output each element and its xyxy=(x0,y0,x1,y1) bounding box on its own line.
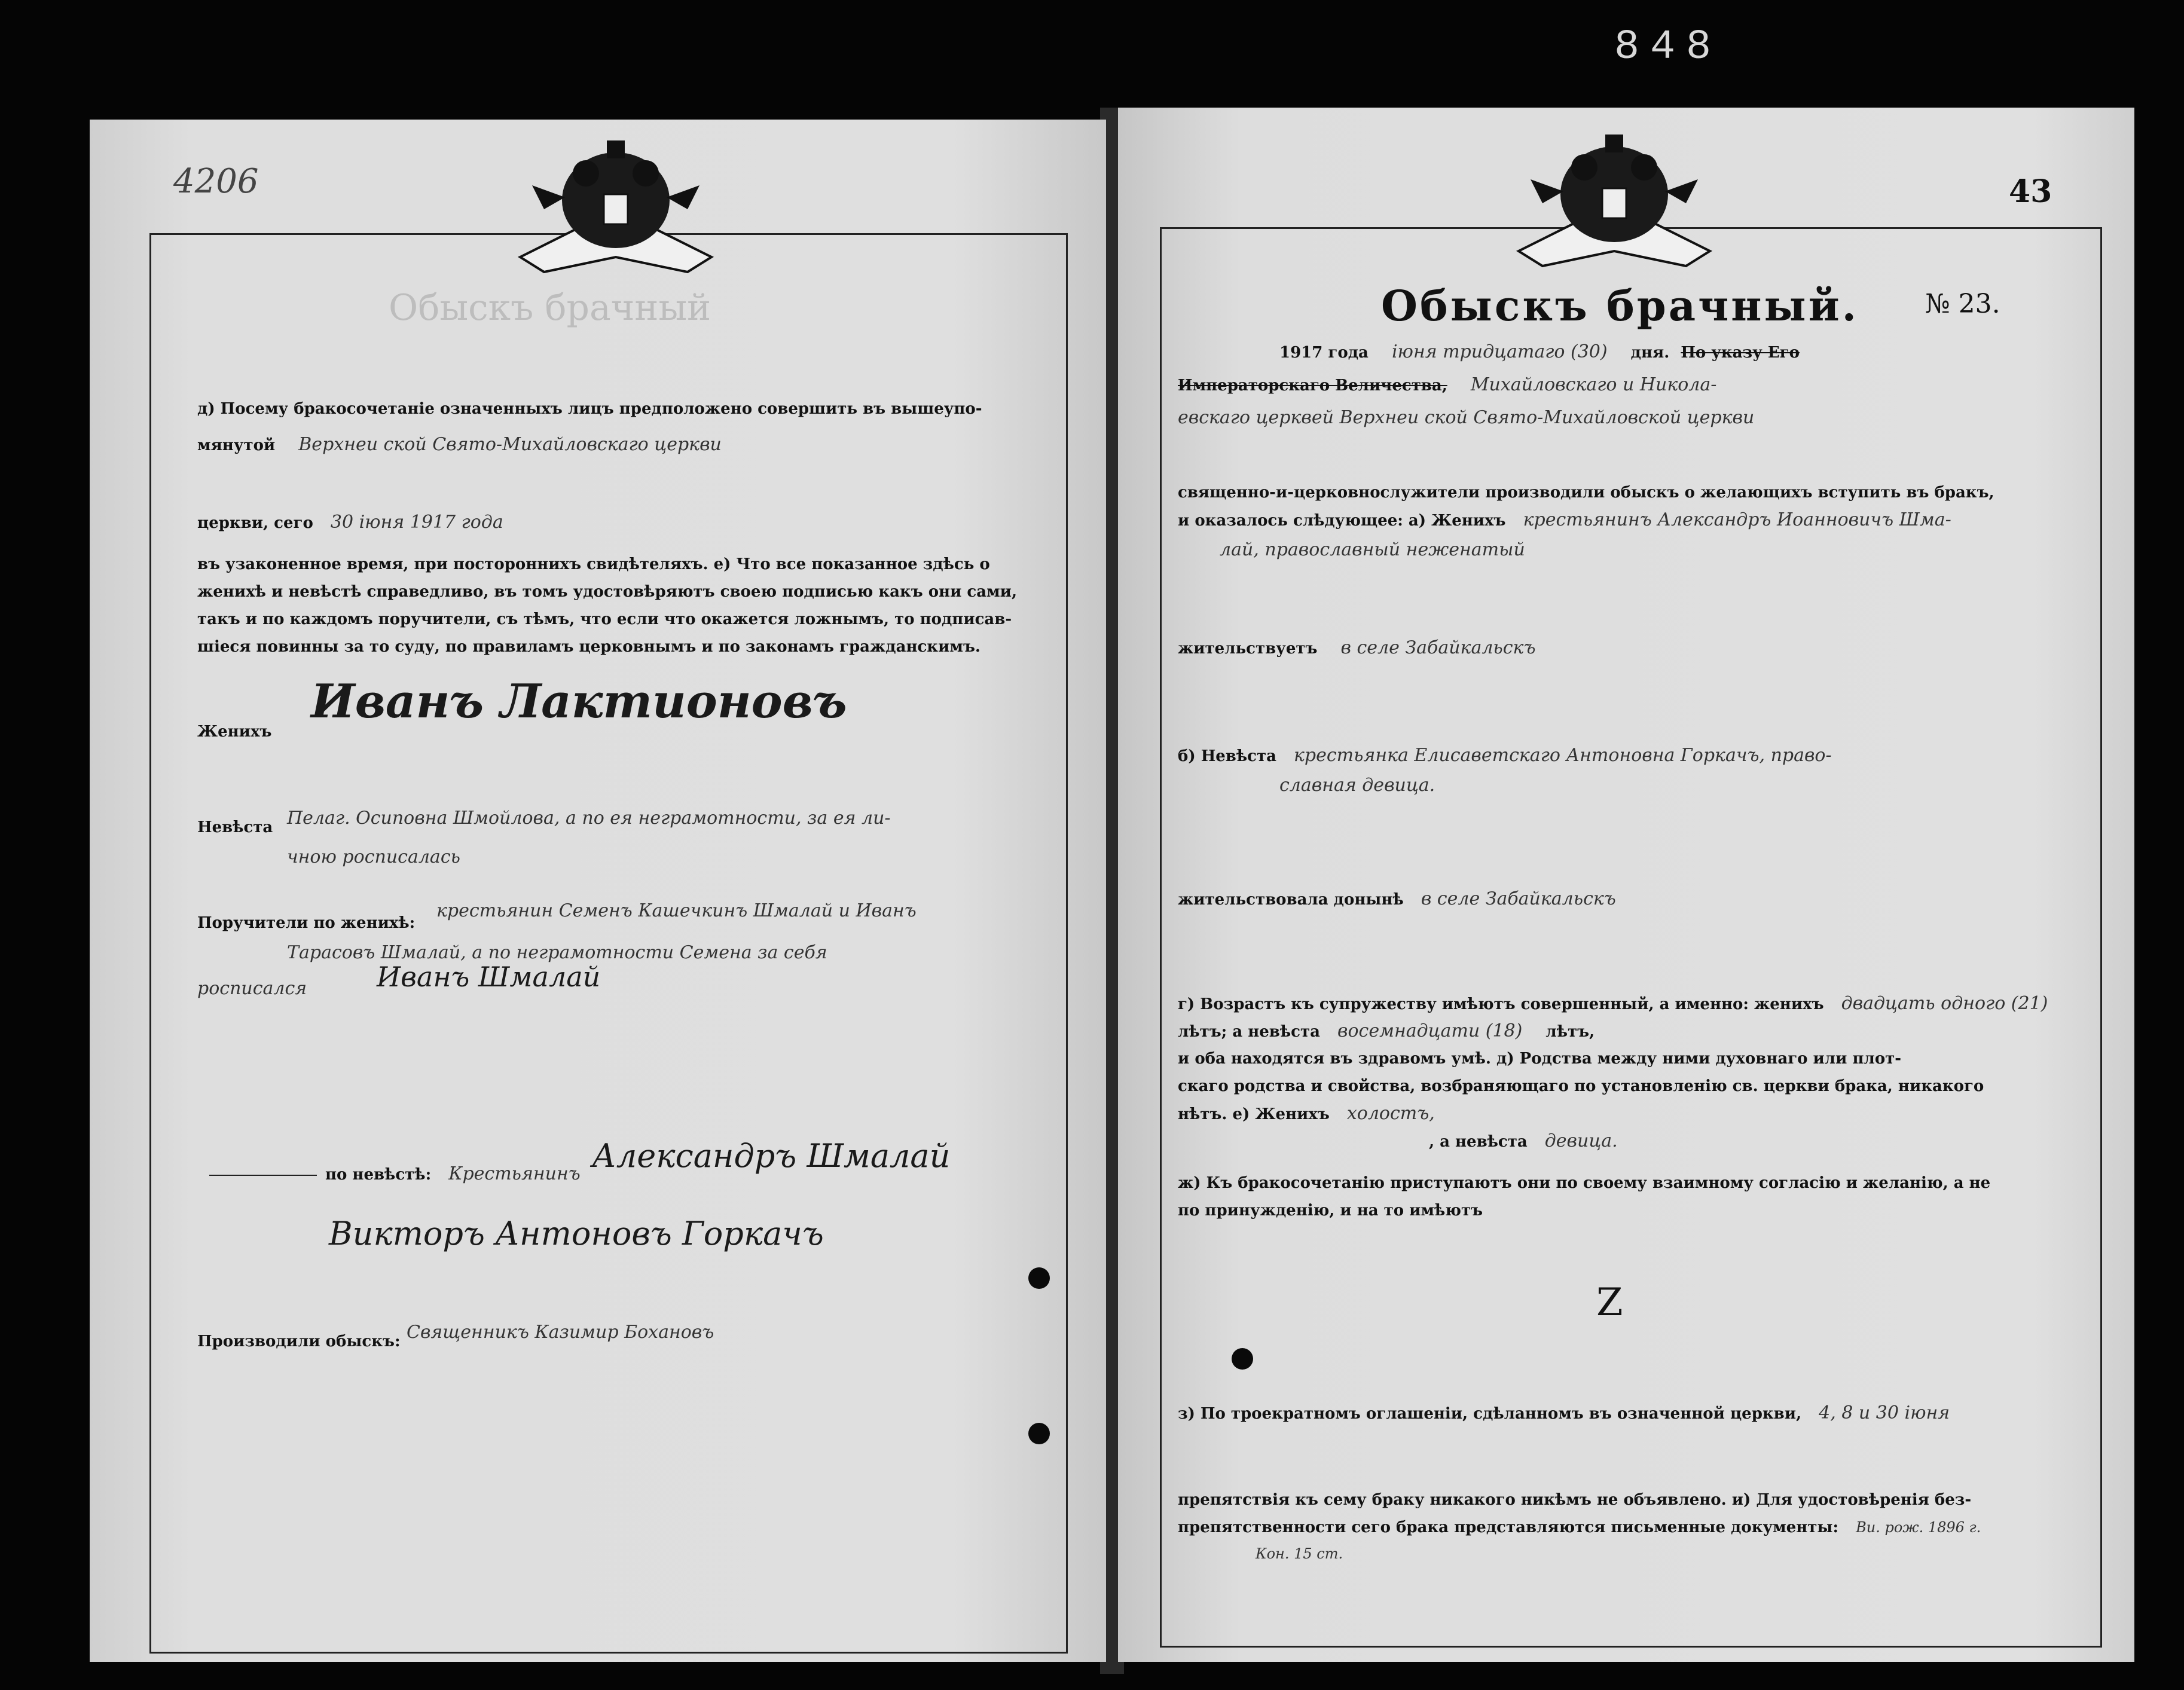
bride-status-label: , а невѣста xyxy=(1429,1133,1528,1151)
guarantors-groom-handwriting-3: росписался xyxy=(197,978,307,999)
guarantors-bride-label: по невѣстѣ: xyxy=(325,1166,432,1184)
banns-text-1: з) По троекратномъ оглашенiи, сдѣланномъ въ означенной церкви, xyxy=(1178,1405,1802,1423)
banns-handwriting: 4, 8 и 30 iюня xyxy=(1819,1402,1950,1423)
intro-line-1 xyxy=(1279,338,1800,367)
struck-text: По указу Его xyxy=(1681,344,1800,362)
document-title: Обыскъ брачный. xyxy=(1381,281,1859,331)
age-line-2 xyxy=(1178,1017,1595,1046)
paragraph-d-line-4: въ узаконенное время, при постороннихъ свидѣтеляхъ. е) Что все показанное здѣсь о xyxy=(197,555,990,573)
performed-handwriting: Священникъ Казимир Бохановъ xyxy=(407,1322,714,1343)
groom-handwriting-1: крестьянинъ Александръ Иоанновичъ Шма- xyxy=(1523,509,1951,530)
groom-status-handwriting: холостъ, xyxy=(1346,1103,1435,1124)
guarantor-signature-ivan: Иванъ Шмалай xyxy=(377,961,601,993)
guarantors-groom-handwriting-1: крестьянин Семенъ Кашечкинъ Шмалай и Иванъ xyxy=(436,900,917,921)
residence-bride-handwriting: в селе Забайкальскъ xyxy=(1421,888,1616,909)
age-text-1: г) Возрастъ къ супружеству имѣютъ совершенный, а именно: женихъ xyxy=(1178,995,1824,1013)
bride-handwriting-2: славная девица. xyxy=(1279,775,1435,796)
struck-text: Императорскаго Величества, xyxy=(1178,377,1447,395)
documents-handwriting-2: Кон. 15 ст. xyxy=(1256,1545,1343,1562)
residence-bride xyxy=(1178,885,1616,914)
banns-text-3: препятственности сего брака представляются письменные документы: xyxy=(1178,1518,1839,1536)
age-text-2: лѣтъ; а невѣста xyxy=(1178,1023,1320,1041)
guarantors-bride-row xyxy=(209,1160,581,1189)
residence-bride-label: жительствовала донынѣ xyxy=(1178,891,1404,909)
bride-handwriting-1: Пелаг. Осиповна Шмойлова, а по ея неграмотности, за ея ли- xyxy=(287,808,891,829)
text-church-this: церкви, сего xyxy=(197,514,313,532)
groom-status-label: нѣтъ. е) Женихъ xyxy=(1178,1105,1330,1123)
documents-handwriting-1: Ви. рож. 1896 г. xyxy=(1856,1519,1981,1536)
bride-row xyxy=(1178,741,1832,771)
bride-status-handwriting: девица. xyxy=(1544,1130,1618,1151)
age-bride-handwriting: восемнадцати (18) xyxy=(1337,1020,1523,1041)
right-page-border xyxy=(1160,227,2102,1648)
groom-signature: Иванъ Лактионовъ xyxy=(311,674,847,729)
age-line-5: скаго родства и свойства, возбраняющаго по установленiю св. церкви брака, никакого xyxy=(1178,1077,1984,1095)
groom-handwriting-2: лай, православный неженатый xyxy=(1220,539,1525,560)
ink-spot xyxy=(1232,1348,1253,1370)
para-1: священно-и-церковнослужители производили обыскъ о желающихъ вступить въ бракъ, xyxy=(1178,484,1994,502)
paragraph-d-line-5: женихѣ и невѣстѣ справедливо, въ томъ удостовѣряютъ своею подписью какъ они сами, xyxy=(197,583,1018,601)
residence-groom-label: жительствуетъ xyxy=(1178,640,1318,658)
banns-line-1 xyxy=(1178,1399,1950,1428)
page-number: 43 xyxy=(2009,173,2052,210)
consent-line-2: по принужденiю, и на то имѣютъ xyxy=(1178,1202,1483,1220)
banns-line-2: препятствiя къ сему браку никакого никѣмъ не объявлено. и) Для удостовѣренiя без- xyxy=(1178,1491,1972,1509)
guarantor-signature-viktor: Викторъ Антоновъ Горкачъ xyxy=(329,1215,824,1252)
guarantors-groom-handwriting-2: Тарасовъ Шмалай, а по неграмотности Семена за себя xyxy=(287,942,827,963)
residence-groom-handwriting: в селе Забайкальскъ xyxy=(1340,637,1536,658)
age-groom-handwriting: двадцать одного (21) xyxy=(1841,993,2048,1014)
guarantors-bride-handwriting: Крестьянинъ xyxy=(448,1163,581,1184)
paragraph-d-line-6: такъ и по каждомъ поручители, съ тѣмъ, что если что окажется ложнымъ, то подписав- xyxy=(197,610,1012,628)
double-headed-eagle-emblem xyxy=(1507,132,1722,275)
left-page xyxy=(90,120,1106,1662)
date-handwriting: 30 iюня 1917 года xyxy=(330,512,503,533)
day-text: дня. xyxy=(1630,344,1670,362)
consent-line-1: ж) Къ бракосочетанiю приступаютъ они по своему взаимному согласiю и желанiю, а не xyxy=(1178,1174,1991,1192)
bleed-through-text: Обыскъ брачный xyxy=(389,287,711,329)
page-mark: 4206 xyxy=(173,162,259,201)
intro-handwriting-2: Михайловскаго и Никола- xyxy=(1470,374,1717,395)
residence-groom xyxy=(1178,634,1535,663)
blank-line xyxy=(209,1175,317,1176)
bride-label: б) Невѣста xyxy=(1178,747,1276,765)
intro-line-2 xyxy=(1178,371,1716,400)
ink-spot xyxy=(1028,1267,1050,1289)
bride-handwriting-2: чною росписалась xyxy=(287,846,460,867)
groom-intro-text: и оказалось слѣдующее: а) Женихъ xyxy=(1178,512,1506,530)
guarantors-groom-label: Поручители по женихѣ: xyxy=(197,914,416,932)
record-number: № 23. xyxy=(1925,289,2000,319)
bride-handwriting-1: крестьянка Елисаветскаго Антоновна Горкачъ, право- xyxy=(1294,745,1832,766)
paragraph-d-line-7: шiеся повинны за то суду, по правиламъ церковнымъ и по законамъ гражданскимъ. xyxy=(197,638,980,656)
age-line-1 xyxy=(1178,989,2048,1019)
guarantor-signature-alexandr: Александръ Шмалай xyxy=(592,1137,951,1175)
groom-label: Женихъ xyxy=(197,723,272,741)
age-line-4: и оба находятся въ здравомъ умѣ. д) Родства между ними духовнаго или плот- xyxy=(1178,1050,1902,1068)
performed-label: Производили обыскъ: xyxy=(197,1333,401,1350)
church-handwriting: Верхнеи ской Свято-Михайловскаго церкви xyxy=(298,434,722,455)
text-mentioned: мянутой xyxy=(197,436,276,454)
age-line-7 xyxy=(1429,1127,1618,1156)
frame-number: 848 xyxy=(1614,24,1722,71)
intro-handwriting-3: евскаго церквей Верхнеи ской Свято-Михайловской церкви xyxy=(1178,407,1755,428)
para-2 xyxy=(1178,506,1951,535)
paragraph-d-line-1: д) Посему бракосочетанiе означенныхъ лицъ предположено совершить въ вышеупо- xyxy=(197,400,982,418)
banns-line-3 xyxy=(1178,1513,1981,1542)
age-text-3: лѣтъ, xyxy=(1545,1023,1595,1041)
year-text: 1917 года xyxy=(1279,344,1369,362)
consent-mark: Z xyxy=(1596,1281,1623,1325)
date-handwriting: iюня тридцатаго (30) xyxy=(1391,341,1608,362)
ink-spot xyxy=(1028,1423,1050,1444)
double-headed-eagle-emblem xyxy=(508,137,723,281)
right-page xyxy=(1118,108,2134,1662)
bride-label: Невѣста xyxy=(197,818,273,836)
age-line-6 xyxy=(1178,1099,1435,1129)
paragraph-d-line-3 xyxy=(197,508,503,537)
paragraph-d-line-2 xyxy=(197,430,722,460)
